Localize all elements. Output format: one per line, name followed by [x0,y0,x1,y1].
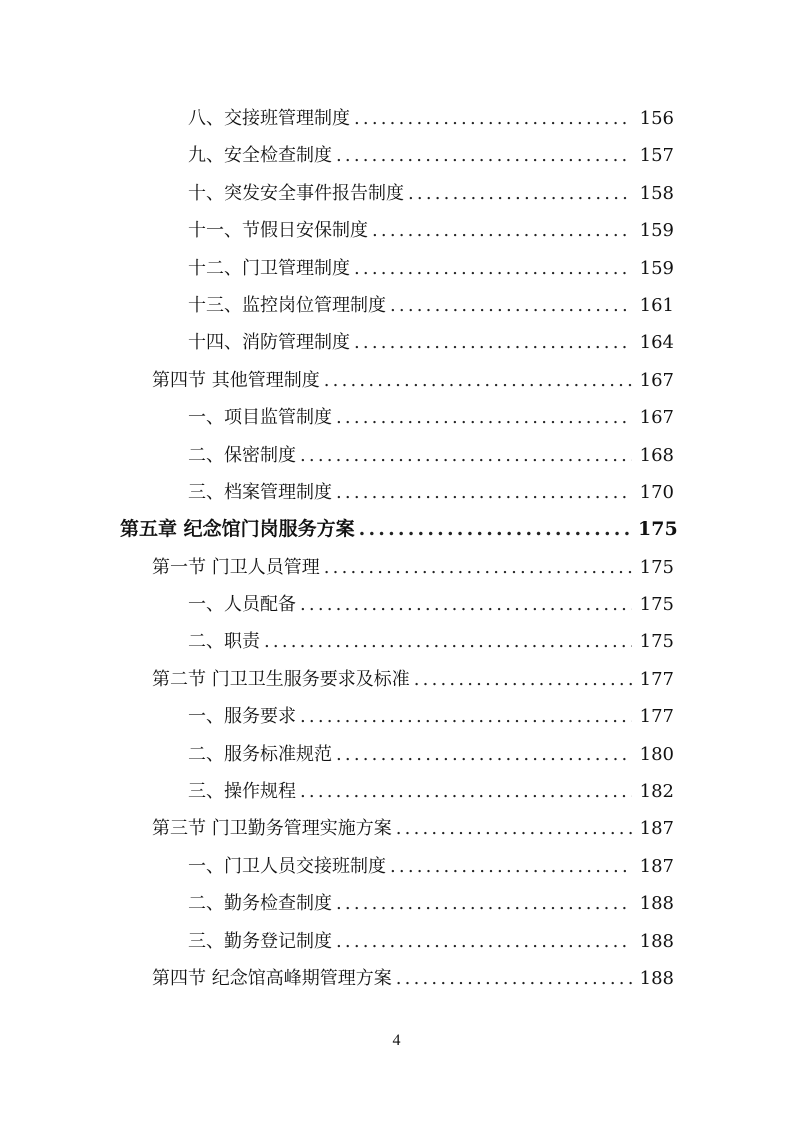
toc-entry[interactable] [0,698,793,735]
dot-leader [396,810,632,847]
toc-entry[interactable] [0,100,793,137]
toc-chapter-title: 第五章 纪念馆门岗服务方案 [120,518,355,541]
toc-entry-title: 一、门卫人员交接班制度 [188,855,386,877]
toc-entry-title: 二、保密制度 [188,444,296,466]
toc-entry-title: 第三节 门卫勤务管理实施方案 [152,818,392,840]
toc-entry-title: 十、突发安全事件报告制度 [188,182,404,204]
dot-leader [336,885,632,922]
dot-leader [414,661,632,698]
dot-leader [264,623,632,660]
dot-leader [336,474,632,511]
dot-leader [324,549,632,586]
dot-leader [336,923,632,960]
toc-entry-title: 第二节 门卫卫生服务要求及标准 [152,668,410,690]
dot-leader [336,736,632,773]
toc-entry-page: 164 [639,332,674,354]
toc-entry[interactable] [0,474,793,511]
toc-entry-title: 一、项目监管制度 [188,407,332,429]
dot-leader [372,212,632,249]
toc-section-entry[interactable] [0,661,793,698]
toc-section-entry[interactable] [0,362,793,399]
toc-entry-page: 182 [639,781,674,803]
toc-section-entry[interactable] [0,960,793,997]
toc-entry[interactable] [0,287,793,324]
toc-entry-title: 一、服务要求 [188,706,296,728]
toc-entry-page: 180 [639,743,674,765]
toc-entry[interactable] [0,586,793,623]
toc-entry[interactable] [0,175,793,212]
toc-entry-title: 二、勤务检查制度 [188,893,332,915]
toc-entry-page: 188 [639,930,674,952]
dot-leader [354,100,632,137]
toc-entry-page: 175 [639,594,674,616]
toc-entry[interactable] [0,137,793,174]
toc-entry-title: 十四、消防管理制度 [188,332,350,354]
dot-leader [300,437,632,474]
toc-entry[interactable] [0,773,793,810]
toc-chapter-entry[interactable] [0,511,793,548]
toc-entry[interactable] [0,399,793,436]
toc-entry-title: 十二、门卫管理制度 [188,257,350,279]
dot-leader [390,848,632,885]
toc-entry-title: 三、勤务登记制度 [188,930,332,952]
toc-entry-title: 第四节 纪念馆高峰期管理方案 [152,967,392,989]
toc-entry-page: 157 [639,145,674,167]
dot-leader [300,698,632,735]
toc-entry-page: 188 [639,893,674,915]
toc-entry-page: 159 [639,257,674,279]
toc-entry-title: 九、安全检查制度 [188,145,332,167]
toc-entry-title: 十三、监控岗位管理制度 [188,294,386,316]
toc-entry[interactable] [0,250,793,287]
toc-section-entry[interactable] [0,810,793,847]
toc-section-entry[interactable] [0,549,793,586]
toc-entry[interactable] [0,923,793,960]
toc-entry-title: 三、操作规程 [188,781,296,803]
toc-entry-title: 第四节 其他管理制度 [152,369,320,391]
toc-entry[interactable] [0,885,793,922]
toc-entry-page: 167 [639,407,674,429]
toc-entry[interactable] [0,736,793,773]
toc-entry-page: 187 [639,818,674,840]
dot-leader [324,362,632,399]
dot-leader [300,586,632,623]
dot-leader [300,773,632,810]
toc-entry-page: 175 [639,556,674,578]
dot-leader [390,287,632,324]
toc-entry-title: 第一节 门卫人员管理 [152,556,320,578]
dot-leader [336,137,632,174]
page-number: 4 [392,1032,401,1049]
dot-leader [359,511,632,548]
toc-entry-page: 188 [639,967,674,989]
dot-leader [336,399,632,436]
table-of-contents [0,100,793,997]
toc-entry-page: 187 [639,855,674,877]
toc-entry-page: 168 [639,444,674,466]
dot-leader [354,324,632,361]
toc-entry-page: 175 [639,631,674,653]
toc-entry[interactable] [0,623,793,660]
toc-entry-page: 170 [639,481,674,503]
toc-entry-title: 八、交接班管理制度 [188,108,350,129]
toc-entry[interactable] [0,848,793,885]
toc-entry[interactable] [0,212,793,249]
dot-leader [408,175,632,212]
toc-entry-page: 156 [639,108,674,129]
toc-entry-page: 158 [639,182,674,204]
toc-entry-page: 177 [639,668,674,690]
dot-leader [396,960,632,997]
toc-entry-title: 一、人员配备 [188,594,296,616]
toc-entry-title: 十一、节假日安保制度 [188,220,368,242]
toc-entry-page: 159 [639,220,674,242]
toc-entry-page: 175 [638,518,678,541]
toc-entry-title: 三、档案管理制度 [188,481,332,503]
toc-entry-page: 161 [639,294,674,316]
toc-entry-page: 167 [639,369,674,391]
toc-entry-title: 二、职责 [188,631,260,653]
toc-entry-page: 177 [639,706,674,728]
toc-entry-title: 二、服务标准规范 [188,743,332,765]
dot-leader [354,250,632,287]
toc-entry[interactable] [0,437,793,474]
toc-entry[interactable] [0,324,793,361]
